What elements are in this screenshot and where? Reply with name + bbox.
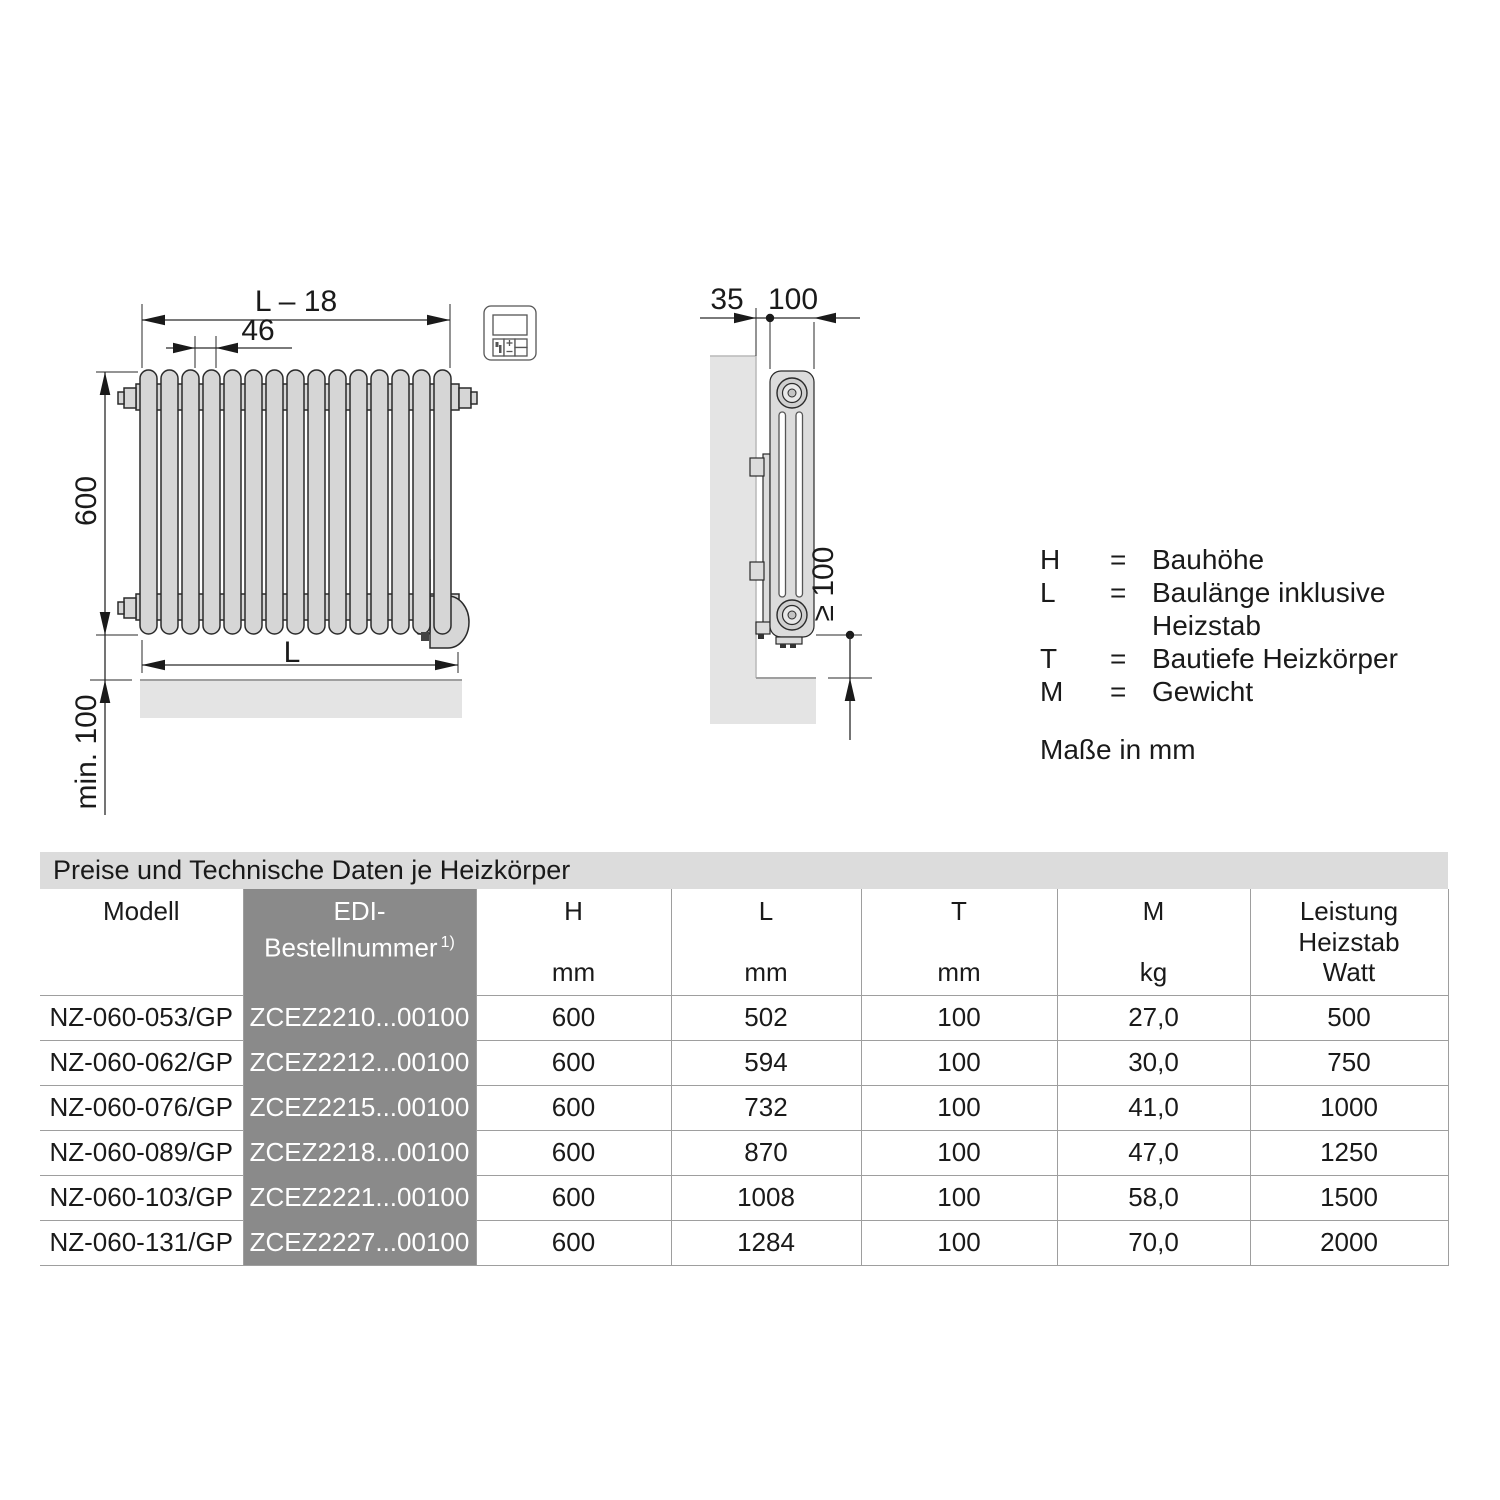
dim-column-pitch-label: 46 bbox=[241, 314, 275, 347]
cell-h: 600 bbox=[476, 1085, 671, 1130]
radiator-columns bbox=[140, 370, 451, 634]
legend-definition: Baulänge inklusive Heizstab bbox=[1152, 577, 1386, 641]
cell-l: 1008 bbox=[671, 1175, 861, 1220]
dim-height-label: 600 bbox=[70, 475, 103, 527]
cell-model: NZ-060-053/GP bbox=[40, 995, 243, 1040]
side-view-drawing bbox=[630, 262, 970, 782]
table-row bbox=[40, 1040, 1448, 1085]
cell-m: 27,0 bbox=[1057, 995, 1250, 1040]
legend-definition: Gewicht bbox=[1152, 676, 1254, 707]
cell-m: 70,0 bbox=[1057, 1220, 1250, 1265]
spec-table bbox=[40, 889, 1449, 1266]
cell-edi: ZCEZ2221...00100 bbox=[243, 1175, 476, 1220]
cell-watt: 1000 bbox=[1250, 1085, 1448, 1130]
legend-symbol: L bbox=[1040, 577, 1056, 608]
cell-edi: ZCEZ2212...00100 bbox=[243, 1040, 476, 1085]
cell-h: 600 bbox=[476, 1220, 671, 1265]
radiator-front bbox=[118, 370, 477, 648]
col-header-t: T mm bbox=[861, 889, 1057, 995]
cell-m: 30,0 bbox=[1057, 1040, 1250, 1085]
dim-depth-label: 100 bbox=[767, 283, 819, 316]
cell-watt: 500 bbox=[1250, 995, 1448, 1040]
dim-height-600 bbox=[70, 372, 138, 635]
table-row bbox=[40, 995, 1448, 1040]
cell-m: 47,0 bbox=[1057, 1130, 1250, 1175]
front-view-drawing bbox=[52, 272, 582, 852]
cell-t: 100 bbox=[861, 1175, 1057, 1220]
cell-watt: 750 bbox=[1250, 1040, 1448, 1085]
legend-definition: Bautiefe Heizkörper bbox=[1152, 643, 1398, 674]
legend bbox=[1040, 543, 1500, 766]
table-row bbox=[40, 1130, 1448, 1175]
cell-t: 100 bbox=[861, 995, 1057, 1040]
footnote-marker: 1) bbox=[440, 934, 455, 951]
floor-front bbox=[140, 680, 462, 718]
legend-row-h bbox=[1040, 543, 1500, 576]
cell-h: 600 bbox=[476, 1130, 671, 1175]
cell-model: NZ-060-103/GP bbox=[40, 1175, 243, 1220]
heizstab-clip bbox=[421, 632, 429, 641]
cell-m: 41,0 bbox=[1057, 1085, 1250, 1130]
legend-symbol: H bbox=[1040, 544, 1061, 575]
spec-table-section bbox=[40, 852, 1448, 1266]
legend-row-m bbox=[1040, 675, 1500, 708]
cell-l: 732 bbox=[671, 1085, 861, 1130]
col-header-power: Leistung Heizstab Watt bbox=[1250, 889, 1448, 995]
legend-equals: = bbox=[1110, 643, 1127, 674]
legend-row-t bbox=[1040, 642, 1500, 675]
cell-h: 600 bbox=[476, 1040, 671, 1085]
table-row bbox=[40, 1220, 1448, 1265]
dim-bottom-clearance-label: ≥ 100 bbox=[807, 546, 840, 622]
units-note: Maße in mm bbox=[1040, 734, 1196, 765]
table-row bbox=[40, 1175, 1448, 1220]
cell-model: NZ-060-062/GP bbox=[40, 1040, 243, 1085]
cell-edi: ZCEZ2215...00100 bbox=[243, 1085, 476, 1130]
legend-definition: Bauhöhe bbox=[1152, 544, 1265, 575]
dim-wall-distance-label: 35 bbox=[710, 283, 744, 316]
cell-t: 100 bbox=[861, 1220, 1057, 1265]
cell-watt: 1500 bbox=[1250, 1175, 1448, 1220]
dim-column-pitch bbox=[166, 314, 292, 368]
cell-edi: ZCEZ2218...00100 bbox=[243, 1130, 476, 1175]
cell-t: 100 bbox=[861, 1130, 1057, 1175]
header-row bbox=[40, 889, 1448, 995]
thermostat-icon bbox=[484, 306, 536, 360]
cell-m: 58,0 bbox=[1057, 1175, 1250, 1220]
cell-l: 594 bbox=[671, 1040, 861, 1085]
cell-model: NZ-060-131/GP bbox=[40, 1220, 243, 1265]
legend-symbol: T bbox=[1040, 643, 1058, 674]
dim-l-minus-18 bbox=[142, 285, 450, 368]
col-header-l: L mm bbox=[671, 889, 861, 995]
col-header-edi: EDI- Bestellnummer $^{1)}$ bbox=[243, 889, 476, 995]
cell-h: 600 bbox=[476, 1175, 671, 1220]
table-row bbox=[40, 1085, 1448, 1130]
legend-symbol: M bbox=[1040, 676, 1064, 707]
dim-floor-clearance-label: min. 100 bbox=[70, 694, 103, 810]
cell-l: 870 bbox=[671, 1130, 861, 1175]
cell-h: 600 bbox=[476, 995, 671, 1040]
col-header-model: Modell bbox=[102, 896, 180, 926]
legend-equals: = bbox=[1110, 676, 1127, 707]
legend-equals: = bbox=[1110, 544, 1127, 575]
cell-l: 502 bbox=[671, 995, 861, 1040]
table-title: Preise und Technische Daten je Heizkörper bbox=[40, 852, 1448, 889]
cell-watt: 2000 bbox=[1250, 1220, 1448, 1265]
cell-model: NZ-060-076/GP bbox=[40, 1085, 243, 1130]
cell-t: 100 bbox=[861, 1040, 1057, 1085]
dim-length-l bbox=[142, 636, 458, 673]
cell-model: NZ-060-089/GP bbox=[40, 1130, 243, 1175]
dim-l-minus-18-label: L – 18 bbox=[254, 285, 338, 318]
col-header-h: H mm bbox=[476, 889, 671, 995]
dim-bottom-clearance bbox=[807, 547, 872, 740]
dim-length-label: L bbox=[283, 636, 301, 669]
cell-edi: ZCEZ2227...00100 bbox=[243, 1220, 476, 1265]
dim-floor-clearance bbox=[70, 635, 132, 815]
legend-equals: = bbox=[1110, 577, 1127, 608]
col-header-m: M kg bbox=[1057, 889, 1250, 995]
cell-t: 100 bbox=[861, 1085, 1057, 1130]
legend-row-l bbox=[1040, 576, 1500, 642]
cell-watt: 1250 bbox=[1250, 1130, 1448, 1175]
cell-l: 1284 bbox=[671, 1220, 861, 1265]
cell-edi: ZCEZ2210...00100 bbox=[243, 995, 476, 1040]
